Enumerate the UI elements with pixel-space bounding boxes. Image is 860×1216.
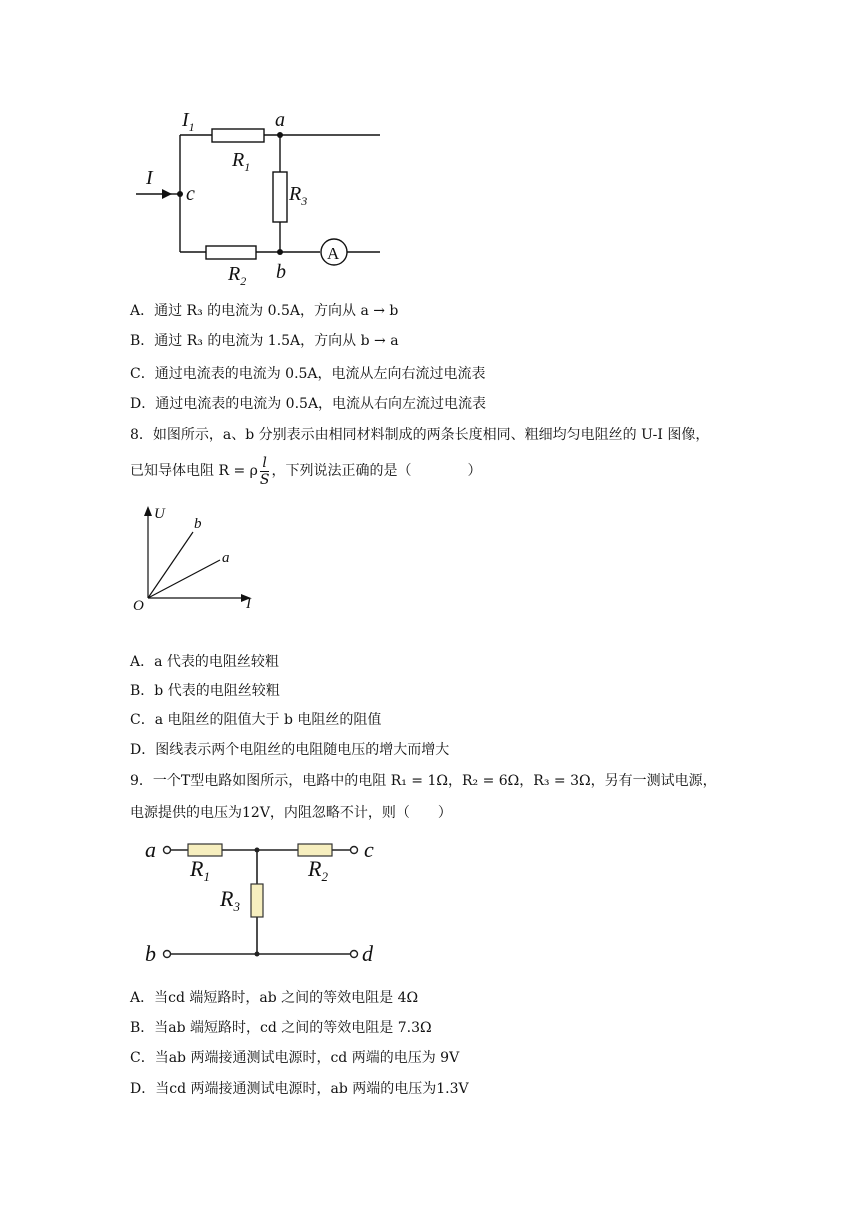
q9-stem-line2: 电源提供的电压为12V，内阻忽略不计，则（ ）: [130, 805, 452, 821]
terminal-c: [351, 847, 358, 854]
node-c-dot: [177, 191, 183, 197]
terminal-d: [351, 951, 358, 958]
fraction-denominator: S: [259, 471, 270, 488]
axis-i-label: I: [246, 596, 251, 612]
label-r2: $R_2$: [308, 856, 328, 884]
q9-option-c: C．当ab 两端接通测试电源时，cd 两端的电压为 9V: [130, 1050, 460, 1066]
label-a: a: [275, 109, 285, 131]
label-a: a: [145, 837, 156, 862]
fraction-numerator: l: [260, 455, 270, 472]
label-b: b: [276, 261, 286, 283]
curve-b-label: b: [194, 516, 202, 532]
q8-option-c: C．a 电阻丝的阻值大于 b 电阻丝的阻值: [130, 712, 382, 728]
origin-label: O: [133, 598, 144, 614]
label-d: d: [362, 941, 373, 966]
line-b: [148, 532, 193, 598]
label-c: c: [364, 837, 374, 862]
q8-stem-suffix: ，下列说法正确的是（ ）: [271, 463, 482, 479]
q8-formula-fraction: [260, 455, 270, 488]
q9-t-circuit: [140, 830, 390, 970]
label-r3: $R_3$: [220, 886, 240, 914]
q7-option-a: A．通过 R₃ 的电流为 0.5A，方向从 a → b: [130, 303, 399, 319]
q8-formula-prefix: 已知导体电阻 R = ρ: [130, 463, 258, 479]
terminal-a: [164, 847, 171, 854]
q8-option-d: D．图线表示两个电阻丝的电阻随电压的增大而增大: [130, 742, 450, 758]
label-r3: $R_3$: [289, 183, 308, 208]
q8-option-a: A．a 代表的电阻丝较粗: [130, 654, 279, 670]
node-a-dot: [277, 132, 283, 138]
q7-option-c: C．通过电流表的电流为 0.5A，电流从左向右流过电流表: [130, 366, 486, 382]
q7-option-d: D．通过电流表的电流为 0.5A，电流从右向左流过电流表: [130, 396, 487, 412]
q9-option-a: A．当cd 端短路时，ab 之间的等效电阻是 4Ω: [130, 990, 419, 1006]
label-r1: $R_1$: [232, 149, 251, 174]
label-b: b: [145, 941, 156, 966]
q9-option-d: D．当cd 两端接通测试电源时，ab 两端的电压为1.3V: [130, 1081, 469, 1097]
curve-a-label: a: [222, 550, 230, 566]
label-c: c: [186, 183, 195, 205]
q8-stem-line1: 8．如图所示，a、b 分别表示由相同材料制成的两条长度相同、粗细均匀电阻丝的 U-I 图像，: [130, 427, 710, 443]
q7-circuit-diagram: [120, 100, 400, 290]
junction-top: [255, 848, 260, 853]
label-r2: $R_2$: [228, 263, 247, 288]
label-i1: $I_1$: [182, 109, 195, 134]
resistor-r2: [298, 844, 332, 856]
junction-bottom: [255, 952, 260, 957]
q7-option-b: B．通过 R₃ 的电流为 1.5A，方向从 b → a: [130, 333, 399, 349]
q9-option-b: B．当ab 端短路时，cd 之间的等效电阻是 7.3Ω: [130, 1020, 432, 1036]
q8-stem-line2: [130, 454, 481, 488]
ammeter-label: A: [327, 244, 340, 263]
node-b-dot: [277, 249, 283, 255]
terminal-b: [164, 951, 171, 958]
resistor-r1: [188, 844, 222, 856]
label-i: I: [146, 167, 153, 189]
q8-ui-graph: [125, 500, 265, 615]
q9-stem-line1: 9．一个T型电路如图所示，电路中的电阻 R₁ = 1Ω，R₂ = 6Ω，R₃ = 3Ω，另有一测试电源，: [130, 773, 717, 789]
q8-option-b: B．b 代表的电阻丝较粗: [130, 683, 280, 699]
resistor-r3: [251, 884, 263, 917]
axis-u-label: U: [154, 506, 165, 522]
line-a: [148, 560, 220, 598]
label-r1: $R_1$: [190, 856, 210, 884]
